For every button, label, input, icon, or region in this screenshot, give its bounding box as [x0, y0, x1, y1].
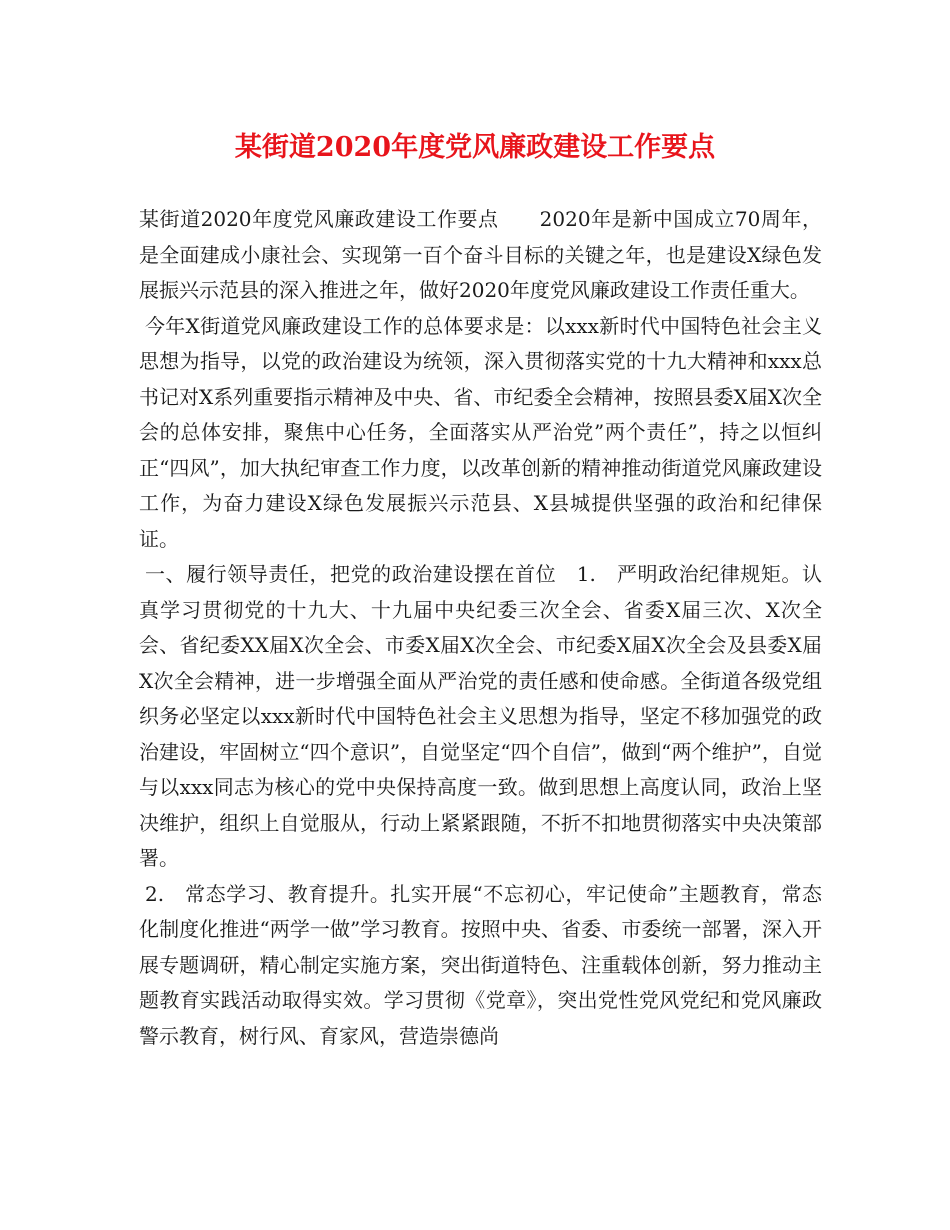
paragraph-item-two: 2. 常态学习、教育提升。扎实开展“不忘初心，牢记使命”主题教育，常态化制度化推进“两学一做”学习教育。按照中央、省委、市委统一部署，深入开展专题调研，精心制定实施方案，突出街道特色、注重载体创新，努力推动主题教育实践活动取得实效。学习贯彻《党章》，突出党性党风党纪和党风廉政警示教育，树行风、育家风，营造崇德尚 [139, 881, 822, 1048]
paragraph-section-one: 一、履行领导责任，把党的政治建设摆在首位 1. 严明政治纪律规矩。认真学习贯彻党的十九大、十九届中央纪委三次全会、省委X届三次、X次全会、省纪委XX届X次全会、市委X届X次全会、市纪委X届X次全会及县委X届X次全会精神，进一步增强全面从严治党的责任感和使命感。全街道各级党组织务必坚定以xxx新时代中国特色社会主义思想为指导，坚定不移加强党的政治建设，牢固树立“四个意识”，自觉坚定“四个自信”，做到“两个维护”，自觉与以xxx同志为核心的党中央保持高度一致。做到思想上高度认同，政治上坚决维护，组织上自觉服从，行动上紧紧跟随，不折不扣地贯彻落实中央决策部署。 [139, 562, 822, 870]
document-body [139, 202, 822, 1054]
paragraph-intro: 某街道2020年度党风廉政建设工作要点 2020年是新中国成立70周年，是全面建成小康社会、实现第一百个奋斗目标的关键之年，也是建设X绿色发展振兴示范县的深入推进之年，做好2020年度党风廉政建设工作责任重大。 [139, 207, 822, 302]
document-title: 某街道2020年度党风廉政建设工作要点 [234, 132, 716, 163]
paragraph-general-requirements: 今年X街道党风廉政建设工作的总体要求是：以xxx新时代中国特色社会主义思想为指导，以党的政治建设为统领，深入贯彻落实党的十九大精神和xxx总书记对X系列重要指示精神及中央、省、市纪委全会精神，按照县委X届X次全会的总体安排，聚焦中心任务，全面落实从严治党”两个责任”，持之以恒纠正“四风”，加大执纪审查工作力度，以改革创新的精神推动街道党风廉政建设工作，为奋力建设X绿色发展振兴示范县、X县城提供坚强的政治和纪律保证。 [139, 313, 822, 551]
